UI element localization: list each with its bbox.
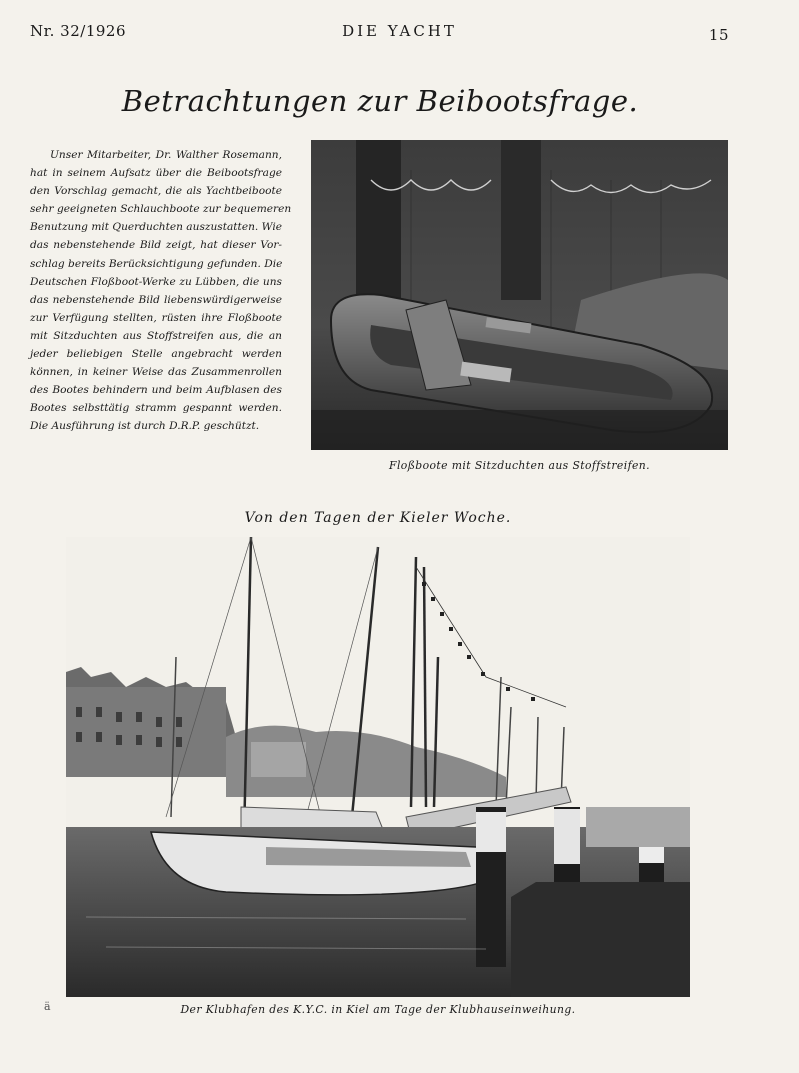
body-line: Unser Mitarbeiter, Dr. Walther Rosemann, bbox=[50, 149, 282, 161]
raft-photo bbox=[311, 140, 728, 450]
body-line: Bootes selbsttätig stramm gespannt werden. bbox=[30, 402, 282, 415]
body-line: können, in keiner Weise das Zusammenrollen bbox=[30, 366, 282, 379]
harbour-photo-caption: Der Klubhafen des K.Y.C. in Kiel am Tage der Klubhauseinweihung. bbox=[180, 1003, 576, 1016]
body-line: des Bootes behindern und beim Aufblasen des bbox=[30, 384, 282, 397]
article-title: Betrachtungen zur Beibootsfrage. bbox=[121, 84, 639, 118]
raft-photo-caption: Floßboote mit Sitzduchten aus Stoffstreifen. bbox=[389, 459, 650, 472]
issue-number: Nr. 32/1926 bbox=[30, 22, 126, 40]
body-line: zur Verfügung stellten, rüsten ihre Floßboote bbox=[30, 311, 282, 324]
harbour-photo bbox=[66, 537, 690, 997]
magazine-title: DIE YACHT bbox=[342, 22, 457, 40]
body-line: Die Ausführung ist durch D.R.P. geschützt. bbox=[30, 420, 260, 433]
body-line: jeder beliebigen Stelle angebracht werden bbox=[30, 348, 282, 361]
section-title: Von den Tagen der Kieler Woche. bbox=[244, 510, 512, 526]
body-line: das nebenstehende Bild zeigt, hat dieser Vor- bbox=[30, 239, 282, 252]
body-line: den Vorschlag gemacht, die als Yachtbeiboote bbox=[30, 185, 282, 198]
body-line: sehr geeigneten Schlauchboote zur bequemeren bbox=[30, 203, 292, 216]
article-body bbox=[30, 146, 292, 436]
body-line: Benutzung mit Querduchten auszustatten. Wie bbox=[30, 221, 282, 234]
page-number: 15 bbox=[708, 26, 729, 44]
body-line: Deutschen Floßboot-Werke zu Lübben, die uns bbox=[30, 275, 282, 288]
body-line: hat in seinem Aufsatz über die Beibootsfrage bbox=[30, 167, 282, 180]
margin-mark: ä bbox=[44, 1000, 51, 1013]
body-line: mit Sitzduchten aus Stoffstreifen aus, die an bbox=[30, 329, 282, 342]
body-line: das nebenstehende Bild liebenswürdigerweise bbox=[30, 293, 282, 306]
body-line: schlag bereits Berücksichtigung gefunden. Die bbox=[30, 257, 283, 270]
